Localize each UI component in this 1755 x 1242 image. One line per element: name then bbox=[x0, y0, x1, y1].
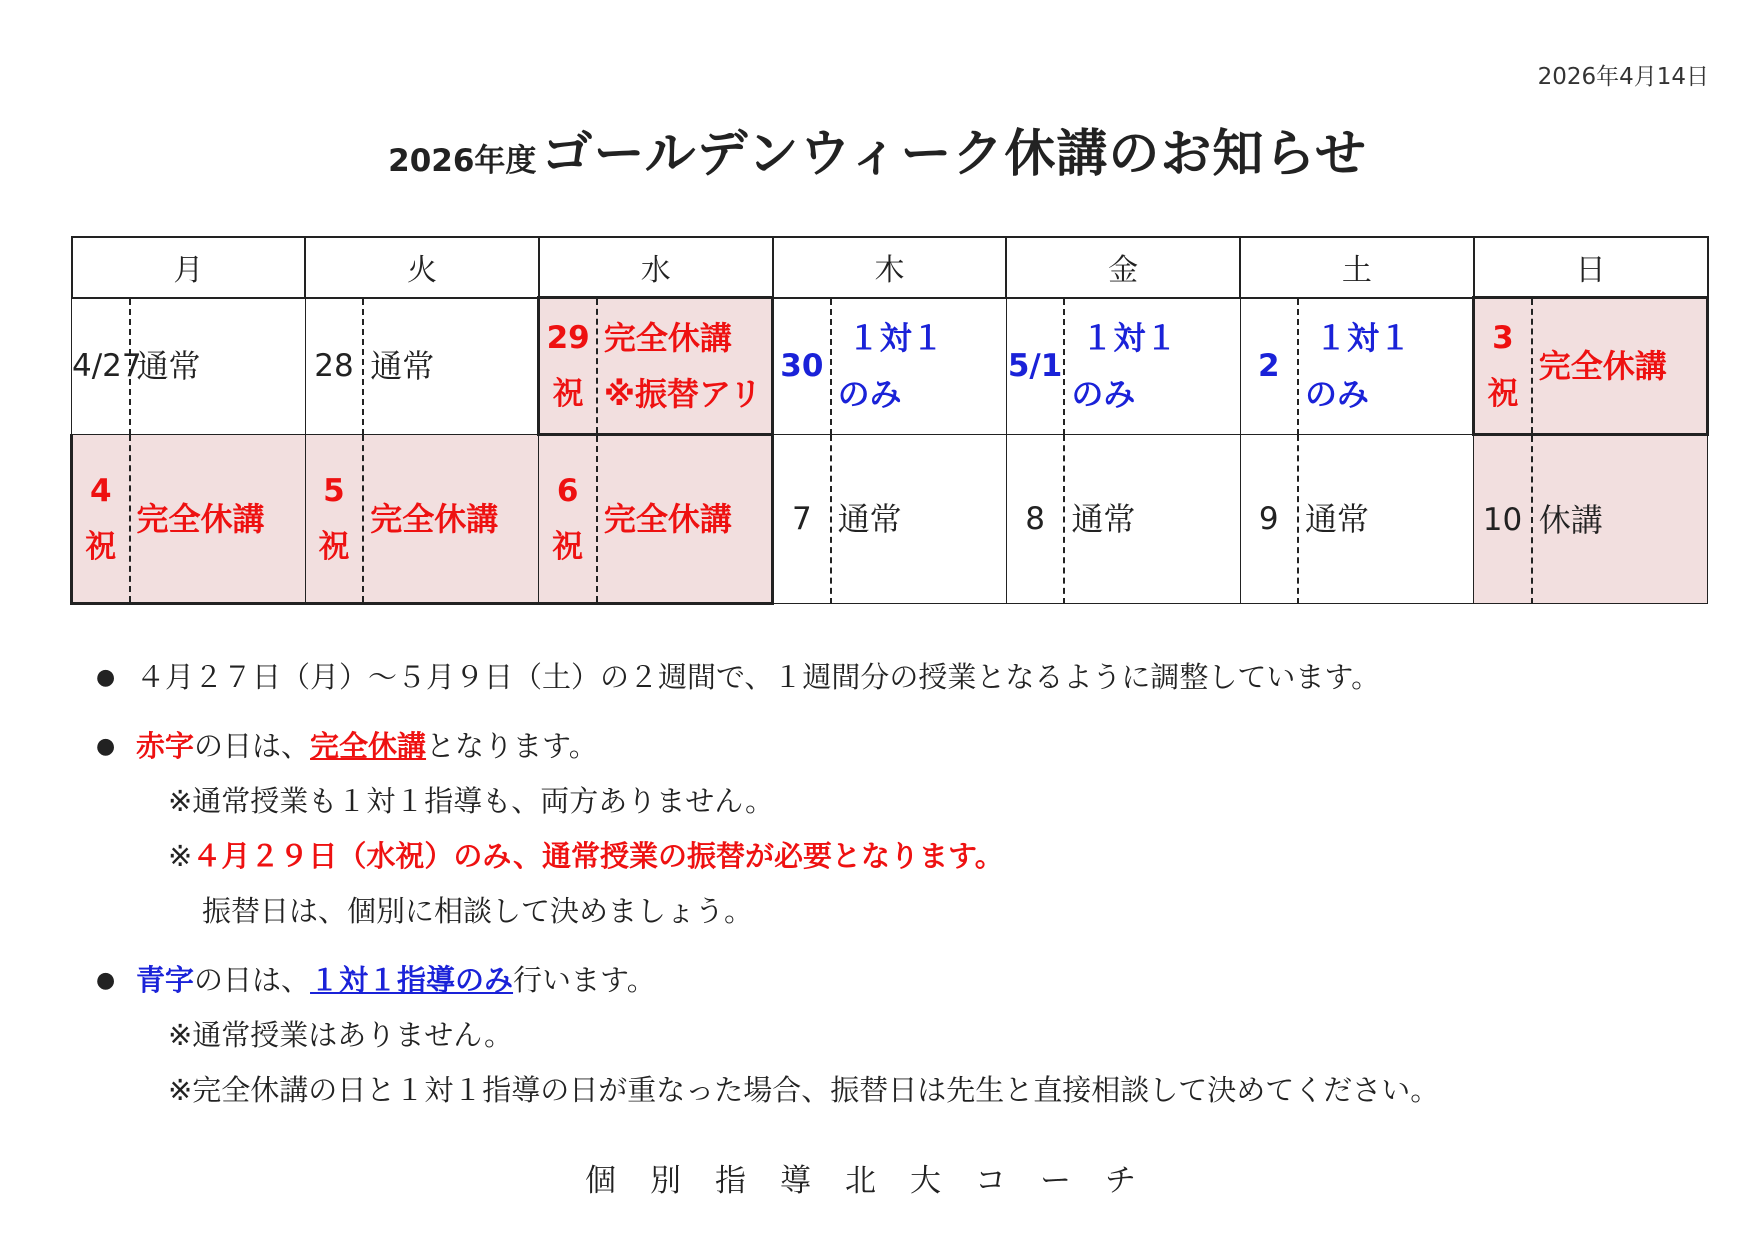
note-blue-sub2: ※完全休講の日と１対１指導の日が重なった場合、振替日は先生と直接相談して決めてください。 bbox=[168, 1073, 1440, 1107]
date-cell: 2 bbox=[1240, 298, 1298, 435]
note-blue-sub1: ※通常授業はありません。 bbox=[168, 1018, 514, 1052]
day-label: 完全休講 bbox=[363, 435, 539, 604]
date-cell: 3 祝 bbox=[1474, 298, 1532, 435]
note-blue-days: ● 青字の日は、１対１指導のみ行います。 bbox=[96, 953, 1716, 1008]
week1-row bbox=[72, 298, 1708, 435]
week2-row bbox=[72, 435, 1708, 604]
date-cell: 5/1 bbox=[1006, 298, 1064, 435]
day-label: 完全休講 bbox=[130, 435, 306, 604]
note-red-sub3: 振替日は、個別に相談して決めましょう。 bbox=[202, 894, 754, 928]
day-label: 完全休講 ※振替アリ bbox=[597, 298, 773, 435]
date-cell: 28 bbox=[305, 298, 363, 435]
note-period: ● ４月２７日（月）～５月９日（土）の２週間で、１週間分の授業となるように調整しています。 bbox=[96, 650, 1716, 705]
title-year: 2026年度 bbox=[388, 143, 537, 179]
weekday-fri: 金 bbox=[1006, 237, 1240, 298]
date-cell: 9 bbox=[1240, 435, 1298, 604]
day-label: 通常 bbox=[831, 435, 1007, 604]
note-red-sub1: ※通常授業も１対１指導も、両方ありません。 bbox=[168, 784, 775, 818]
blue-text-label: 青字 bbox=[136, 963, 195, 997]
page-title bbox=[0, 112, 1755, 186]
day-label: １対１ のみ bbox=[831, 298, 1007, 435]
date-cell: 4/27 bbox=[72, 298, 130, 435]
one-on-one-label: １対１指導のみ bbox=[310, 963, 514, 997]
date-cell: 7 bbox=[773, 435, 831, 604]
day-label: 通常 bbox=[1064, 435, 1240, 604]
notes-section bbox=[96, 650, 1716, 1118]
issue-date: 2026年4月14日 bbox=[1537, 64, 1709, 90]
footer-org: 個別指導北大コーチ bbox=[585, 1163, 1170, 1199]
day-label: 休講 bbox=[1532, 435, 1708, 604]
weekday-header-row bbox=[72, 237, 1708, 298]
title-main: ゴールデンウィーク休講のお知らせ bbox=[541, 125, 1367, 184]
date-cell: 29 祝 bbox=[539, 298, 597, 435]
date-cell: 10 bbox=[1474, 435, 1532, 604]
day-label: 通常 bbox=[363, 298, 539, 435]
date-cell: 4 祝 bbox=[72, 435, 130, 604]
day-label: １対１ のみ bbox=[1064, 298, 1240, 435]
day-label: 通常 bbox=[1298, 435, 1474, 604]
full-closure-label: 完全休講 bbox=[310, 729, 427, 763]
day-label: 完全休講 bbox=[597, 435, 773, 604]
weekday-sat: 土 bbox=[1240, 237, 1474, 298]
note-red-sub2: ※４月２９日（水祝）のみ、通常授業の振替が必要となります。 bbox=[168, 839, 1004, 873]
weekday-sun: 日 bbox=[1474, 237, 1708, 298]
day-label: 完全休講 bbox=[1532, 298, 1708, 435]
date-cell: 30 bbox=[773, 298, 831, 435]
day-label: １対１ のみ bbox=[1298, 298, 1474, 435]
red-text-label: 赤字 bbox=[136, 729, 195, 763]
weekday-mon: 月 bbox=[72, 237, 306, 298]
day-label: 通常 bbox=[130, 298, 306, 435]
weekday-wed: 水 bbox=[539, 237, 773, 298]
weekday-thu: 木 bbox=[773, 237, 1007, 298]
schedule-calendar bbox=[70, 236, 1709, 605]
note-red-days: ● 赤字の日は、完全休講となります。 bbox=[96, 719, 1716, 774]
weekday-tue: 火 bbox=[305, 237, 539, 298]
date-cell: 8 bbox=[1006, 435, 1064, 604]
date-cell: 6 祝 bbox=[539, 435, 597, 604]
date-cell: 5 祝 bbox=[305, 435, 363, 604]
